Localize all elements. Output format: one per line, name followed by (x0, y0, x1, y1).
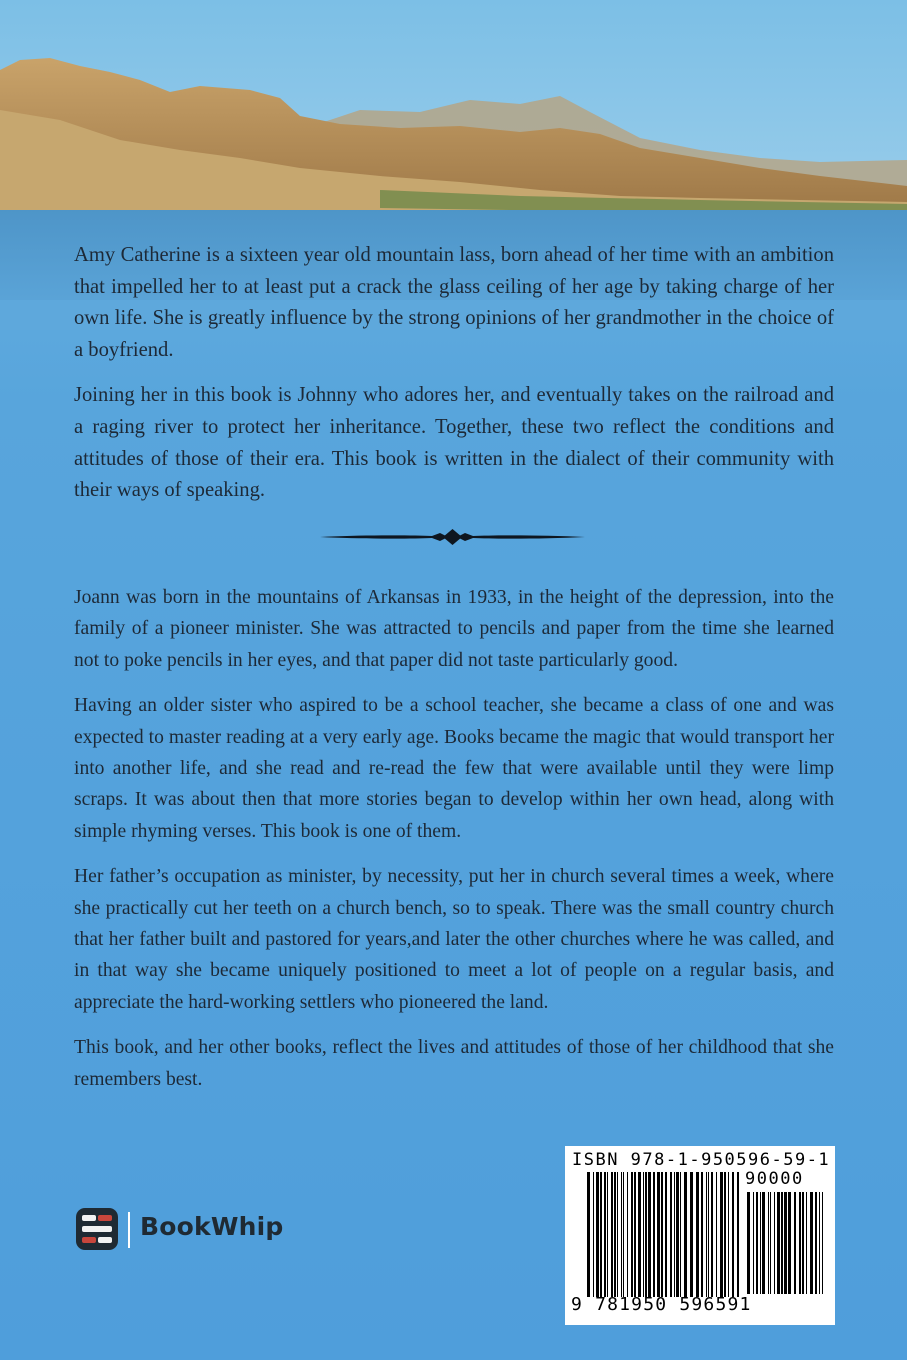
barcode-bar (724, 1172, 726, 1297)
barcode-bar (631, 1172, 633, 1297)
barcode-bar (593, 1172, 594, 1297)
barcode-bar (777, 1192, 780, 1294)
barcode-bar (806, 1192, 807, 1294)
barcode-bar (643, 1172, 644, 1297)
barcode-bar (762, 1192, 765, 1294)
barcode-digits: 9 781950 596591 (571, 1294, 752, 1315)
barcode-bar (788, 1192, 791, 1294)
barcode-bar (611, 1172, 613, 1297)
barcode-bar (737, 1172, 739, 1297)
barcode-bar (680, 1172, 681, 1297)
publisher-name: BookWhip (140, 1212, 284, 1241)
barcode-bar (781, 1192, 783, 1294)
barcode-bar (822, 1192, 823, 1294)
barcode-bar (732, 1172, 734, 1297)
ornament-divider (320, 526, 585, 548)
barcode-bar (645, 1172, 647, 1297)
barcode-bar (657, 1172, 660, 1297)
barcode-bars (587, 1172, 739, 1297)
barcode-bar (676, 1172, 679, 1297)
barcode-bar (627, 1172, 628, 1297)
barcode-bar (617, 1172, 618, 1297)
bio-paragraph: This book, and her other books, reflect the lives and attitudes of those of her childhood that she remembers best. (74, 1037, 834, 1090)
bookwhip-logo-icon (76, 1208, 118, 1250)
barcode-bar (802, 1192, 804, 1294)
barcode-bar (690, 1172, 693, 1297)
barcode-bar (753, 1192, 754, 1294)
barcode-addon-bars (747, 1192, 825, 1294)
barcode-bar (701, 1172, 703, 1297)
barcode-bar (708, 1172, 709, 1297)
barcode-bar (760, 1192, 761, 1294)
barcode-bar (661, 1172, 663, 1297)
barcode-bar (634, 1172, 636, 1297)
logo-separator (128, 1212, 130, 1248)
price-code: 90000 (745, 1169, 804, 1189)
barcode-bar (653, 1172, 655, 1297)
description-paragraph: Amy Catherine is a sixteen year old mountain lass, born ahead of her time with an ambition that impelled her to at least put a crack the glass ceiling of her age by taking charge of her own life. She is greatly influence by the strong opinions of her grandmother in the choice of a boyfriend. (74, 244, 834, 361)
barcode-bar (684, 1172, 687, 1297)
barcode-bar (614, 1172, 616, 1297)
author-bio (74, 582, 834, 1109)
barcode-bar (770, 1192, 771, 1294)
bio-paragraph: Having an older sister who aspired to be a school teacher, she became a class of one and was expected to master reading at a very early age. Books became the magic that would transport her into another life, and she read and re-read the few that were available until they were limp scraps. It was about then that more stories began to develop within her own head, along with simple rhyming verses. This book is one of them. (74, 695, 834, 842)
barcode-bar (623, 1172, 624, 1297)
barcode-bar (587, 1172, 590, 1297)
barcode-bar (665, 1172, 667, 1297)
barcode-bar (819, 1192, 820, 1294)
bio-paragraph: Her father’s occupation as minister, by necessity, put her in church several times a week, where she practically cut her teeth on a church bench, so to speak. There was the small country church that her father built and pastored for years,and later the other churches where he was called, and in that way she became uniquely positioned to meet a lot of people on a regular basis, and appreciate the hard-working settlers who pioneered the land. (74, 866, 834, 1013)
barcode-bar (720, 1172, 723, 1297)
barcode-bar (621, 1172, 622, 1297)
description-paragraph: Joining her in this book is Johnny who adores her, and eventually takes on the railroad and a raging river to protect her inheritance. Together, these two reflect the conditions and attitudes of those of their era. This book is written in the dialect of their community with their ways of speaking. (74, 384, 834, 502)
bio-paragraph: Joann was born in the mountains of Arkansas in 1933, in the height of the depression, into the family of a pioneer minister. She was attracted to pencils and paper from the time she learned not to poke pencils in her eyes, and that paper did not taste particularly good. (74, 587, 834, 671)
barcode-bar (756, 1192, 758, 1294)
barcode-bar (604, 1172, 606, 1297)
barcode-bar (810, 1192, 813, 1294)
barcode-bar (648, 1172, 651, 1297)
barcode-bar (815, 1192, 817, 1294)
barcode-bar (607, 1172, 608, 1297)
barcode-bar (784, 1192, 787, 1294)
barcode-bar (794, 1192, 796, 1294)
barcode-bar (696, 1172, 699, 1297)
barcode-bar (711, 1172, 713, 1297)
barcode-bar (674, 1172, 675, 1297)
barcode-bar (774, 1192, 775, 1294)
publisher-logo (76, 1208, 316, 1252)
isbn-label: ISBN 978-1-950596-59-1 (572, 1150, 831, 1170)
barcode-bar (706, 1172, 707, 1297)
barcode-bar (768, 1192, 769, 1294)
barcode-bar (600, 1172, 602, 1297)
barcode-bar (747, 1192, 750, 1294)
barcode-bar (638, 1172, 641, 1297)
barcode-bar (716, 1172, 717, 1297)
isbn-barcode (565, 1146, 835, 1325)
barcode-bar (799, 1192, 801, 1294)
barcode-bar (596, 1172, 599, 1297)
barcode-bar (670, 1172, 672, 1297)
book-description (74, 240, 834, 521)
barcode-bar (728, 1172, 729, 1297)
